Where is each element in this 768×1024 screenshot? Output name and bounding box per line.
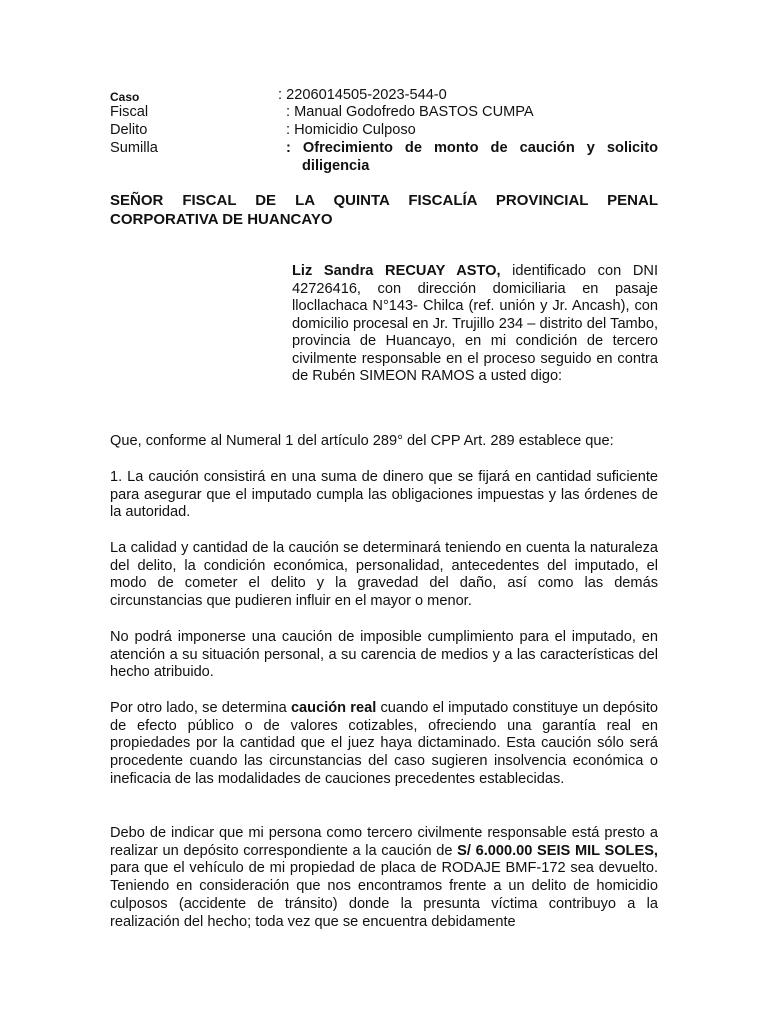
addressee-line-2: CORPORATIVA DE HUANCAYO xyxy=(110,210,333,228)
intro-paragraph: Que, conforme al Numeral 1 del artículo 289° del CPP Art. 289 establece que: xyxy=(110,433,614,449)
presenter-text: identificado con DNI 42726416, con dirección domiciliaria en pasaje llocllachaca N°143- Chilca (ref. unión y Jr. Ancash), con domicilio procesal en Jr. Trujillo 234 – distrito del Tambo, provincia de Huancayo, en mi condición de tercero civilmente responsable en el proceso seguido en contra de Rubén SIMEON RAMOS a usted digo: xyxy=(292,263,658,384)
paragraph-4-a: Por otro lado, se determina xyxy=(110,700,291,716)
paragraph-3: No podrá imponerse una caución de imposible cumplimiento para el imputado, en atención a su situación personal, a su carencia de medios y a las características del hecho atribuido. xyxy=(110,629,658,681)
paragraph-4-b: cuando el imputado constituye un depósito de efecto público o de valores cotizables, ofreciendo una garantía real en propiedades por la cantidad que el juez haya dictaminado. Esta caución sólo será procedente cuando las circunstancias del caso sugieren insolvencia económica o ineficacia de las modalidades de cauciones precedentes establecidas. xyxy=(110,700,659,787)
sumilla-continuation: diligencia xyxy=(302,158,370,174)
delito-value: : Homicidio Culposo xyxy=(286,122,416,138)
paragraph-1: 1. La caución consistirá en una suma de dinero que se fijará en cantidad suficiente para asegurar que el imputado cumpla las obligaciones impuestas y las órdenes de la autoridad. xyxy=(110,469,658,521)
delito-label: Delito xyxy=(110,122,148,138)
presenter-block xyxy=(292,263,658,386)
paragraph-2: La calidad y cantidad de la caución se determinará teniendo en cuenta la naturaleza del delito, la condición económica, personalidad, antecedentes del imputado, el modo de cometer el delito y la gravedad del daño, así como las demás circunstancias que pudieren influir en el mayor o menor. xyxy=(110,540,658,610)
paragraph-4 xyxy=(110,700,658,789)
addressee-line-1: SEÑOR FISCAL DE LA QUINTA FISCALÍA PROVINCIAL PENAL xyxy=(110,192,658,209)
paragraph-5 xyxy=(110,825,658,931)
presenter-name: Liz Sandra RECUAY ASTO, xyxy=(292,263,501,279)
caso-value: : 2206014505-2023-544-0 xyxy=(278,87,447,103)
paragraph-5-b: para que el vehículo de mi propiedad de placa de RODAJE BMF-172 sea devuelto. Teniendo en consideración que nos encontramos frente a un delito de homicidio culposos (accidente de tránsito) donde la presunta víctima contribuyo a la realización del hecho; toda vez que se encuentra debidamente xyxy=(110,860,658,930)
fiscal-label: Fiscal xyxy=(110,104,149,120)
caucion-real-term: caución real xyxy=(290,700,377,716)
sumilla-label: Sumilla xyxy=(110,140,158,156)
caso-label: Caso xyxy=(110,90,140,104)
addressee xyxy=(110,192,658,229)
sumilla-value: : Ofrecimiento de monto de caución y solicito xyxy=(286,140,658,156)
fiscal-value: : Manual Godofredo BASTOS CUMPA xyxy=(286,104,534,120)
paragraph-5-a: Debo de indicar que mi persona como tercero civilmente responsable está presto a realizar un depósito correspondiente a la caución de xyxy=(110,825,658,859)
amount-offered: S/ 6.000.00 SEIS MIL SOLES, xyxy=(457,842,658,859)
